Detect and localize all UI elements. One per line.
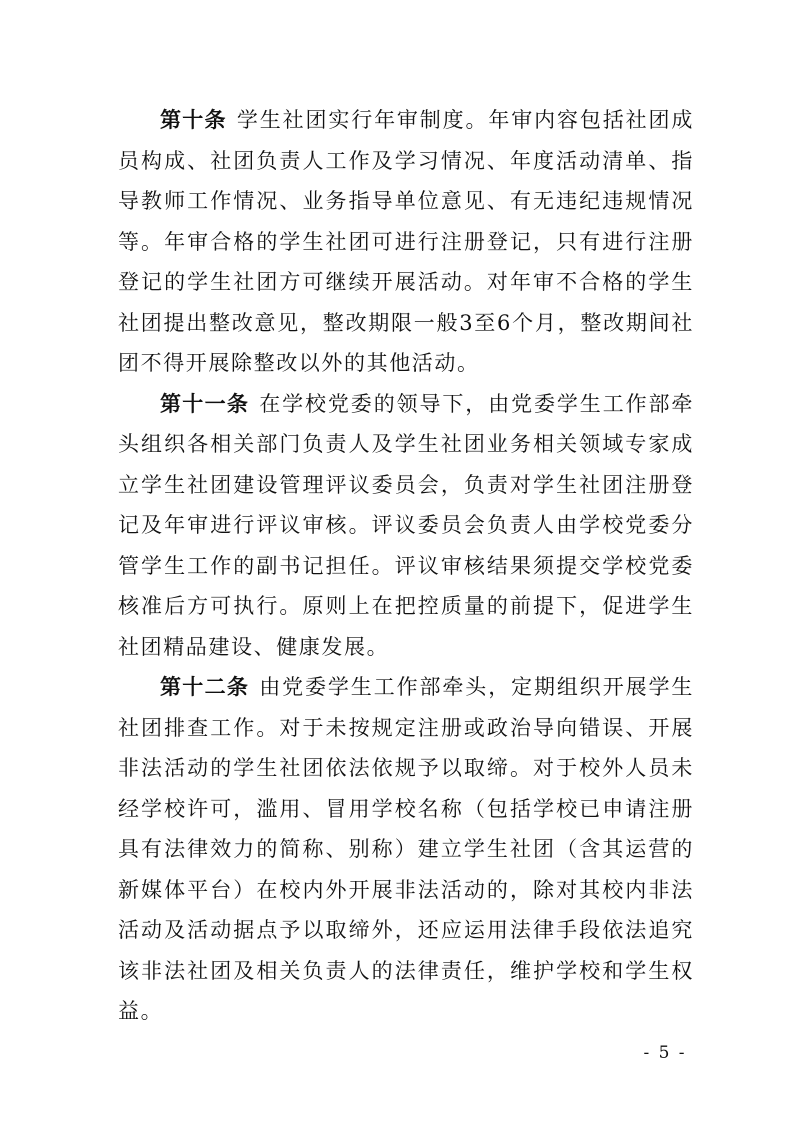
article-11: [118, 384, 694, 668]
article-12: [118, 667, 694, 1032]
article-10: [118, 100, 694, 384]
article-heading: 第十一条: [160, 391, 250, 416]
document-body: [118, 100, 694, 1032]
article-heading: 第十二条: [160, 675, 250, 699]
article-text: 学生社团实行年审制度。年审内容包括社团成员构成、社团负责人工作及学习情况、年度活动清单、指导教师工作情况、业务指导单位意见、有无违纪违规情况等。年审合格的学生社团可进行注册登记，只有进行注册登记的学生社团方可继续开展活动。对年审不合格的学生社团提出整改意见，整改期限一般3至6个月，整改期间社团不得开展除整改以外的其他活动。: [118, 108, 695, 375]
article-text: 由党委学生工作部牵头，定期组织开展学生社团排查工作。对于未按规定注册或政治导向错误、开展非法活动的学生社团依法依规予以取缔。对于校外人员未经学校许可，滥用、冒用学校名称（包括学校已申请注册具有法律效力的简称、别称）建立学生社团（含其运营的新媒体平台）在校内外开展非法活动的，除对其校内非法活动及活动据点予以取缔外，还应运用法律手段依法追究该非法社团及相关负责人的法律责任，维护学校和学生权益。: [118, 675, 694, 1023]
article-heading: 第十条: [160, 108, 227, 132]
article-text: 在学校党委的领导下，由党委学生工作部牵头组织各相关部门负责人及学生社团业务相关领域专家成立学生社团建设管理评议委员会，负责对学生社团注册登记及年审进行评议审核。评议委员会负责人由学校党委分管学生工作的副书记担任。评议审核结果须提交学校党委核准后方可执行。原则上在把控质量的前提下，促进学生社团精品建设、健康发展。: [118, 391, 694, 659]
page-number: - 5 -: [643, 1043, 687, 1063]
